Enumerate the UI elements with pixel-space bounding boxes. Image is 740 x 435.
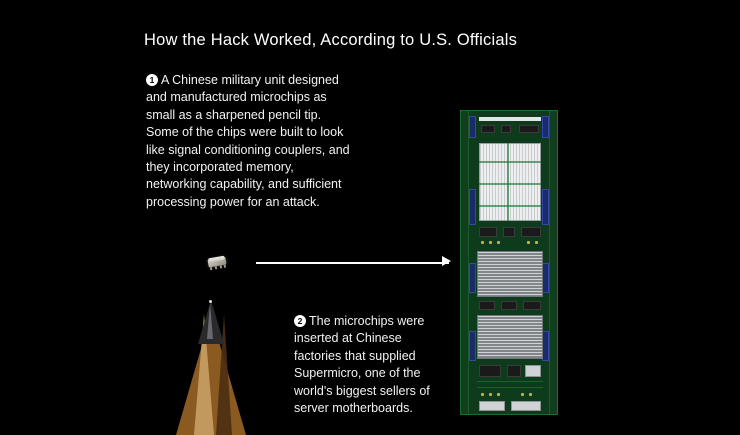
board-left-edge	[461, 111, 469, 414]
pencil-icon	[176, 300, 246, 435]
pencil-lead-highlight	[207, 303, 213, 339]
flow-arrow-head	[442, 256, 451, 266]
board-trace	[477, 387, 543, 388]
board-trace	[479, 161, 541, 163]
board-trace	[507, 143, 509, 221]
board-trace	[477, 381, 543, 382]
server-motherboard	[460, 110, 558, 415]
board-capacitor	[489, 241, 492, 244]
board-capacitor	[521, 393, 524, 396]
step-1-number: 1	[146, 74, 158, 86]
board-capacitor	[481, 393, 484, 396]
board-blue-panel	[469, 189, 476, 225]
step-2-caption	[294, 313, 446, 417]
board-chip	[479, 227, 497, 237]
board-blue-panel	[542, 189, 549, 225]
board-capacitor	[497, 393, 500, 396]
board-memory-bank	[479, 143, 541, 221]
board-chip	[507, 365, 521, 377]
microchip-leg	[224, 265, 226, 268]
board-chip	[503, 227, 515, 237]
flow-arrow-line	[256, 262, 449, 264]
board-trace	[479, 205, 541, 207]
board-blue-panel	[469, 331, 476, 361]
board-chip	[519, 125, 539, 133]
board-blue-panel	[542, 116, 549, 138]
board-capacitor	[481, 241, 484, 244]
board-capacitor	[535, 241, 538, 244]
board-right-edge	[549, 111, 557, 414]
step-1-caption	[146, 72, 351, 211]
board-capacitor	[527, 241, 530, 244]
board-port	[479, 401, 505, 411]
board-capacitor	[497, 241, 500, 244]
microchip-leg	[215, 266, 217, 269]
board-chip	[479, 301, 495, 310]
board-chip	[523, 301, 541, 310]
board-heatsink	[477, 315, 543, 359]
board-port	[525, 365, 541, 377]
page-title: How the Hack Worked, According to U.S. Officials	[144, 31, 518, 49]
board-heatsink	[477, 251, 543, 297]
step-2-number: 2	[294, 315, 306, 327]
board-capacitor	[489, 393, 492, 396]
microchip-leg	[220, 265, 222, 268]
board-cpu-socket	[479, 365, 501, 377]
microchip-leg	[210, 267, 212, 270]
board-port	[511, 401, 541, 411]
board-blue-panel	[542, 331, 549, 361]
board-chip	[521, 227, 541, 237]
pencil-tip	[209, 300, 212, 303]
board-blue-panel	[469, 263, 476, 293]
board-top-connector	[479, 117, 541, 121]
board-trace	[479, 183, 541, 185]
step-1-text: A Chinese military unit designed and manufactured microchips as small as a sharpened pencil tip. Some of the chips were built to look like signal conditioning couplers, and they incorporated memory, networking capability, and sufficient processing power for an attack.	[146, 73, 350, 209]
board-capacitor	[529, 393, 532, 396]
board-blue-panel	[542, 263, 549, 293]
board-chip	[501, 125, 511, 133]
board-chip	[501, 301, 517, 310]
microchip-icon	[205, 253, 229, 271]
board-chip	[481, 125, 495, 133]
step-2-text: The microchips were inserted at Chinese factories that supplied Supermicro, one of the world's biggest sellers of server motherboards.	[294, 314, 430, 416]
board-blue-panel	[469, 116, 476, 138]
